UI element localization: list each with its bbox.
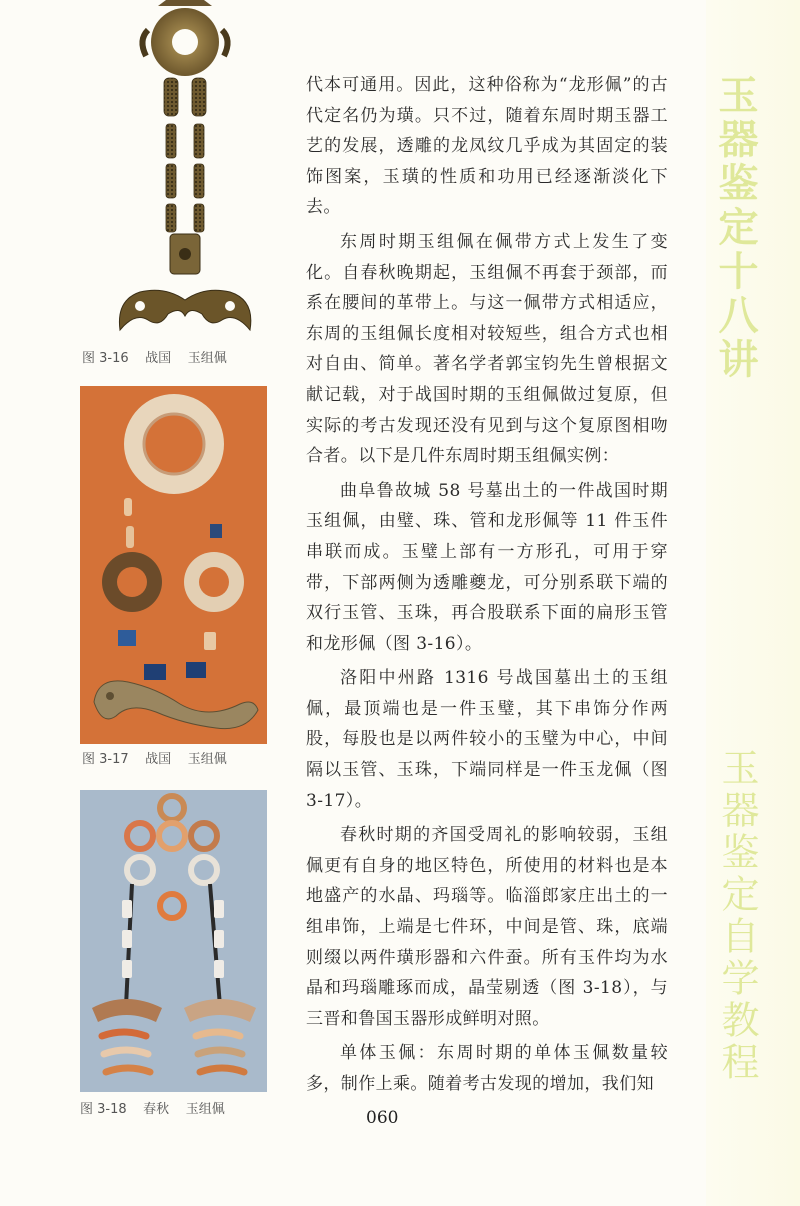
figure-3-18-image [80, 790, 267, 1092]
paragraph-wearing-method: 东周时期玉组佩在佩带方式上发生了变化。自春秋晚期起，玉组佩不再套于颈部，而系在腰间的革带上。与这一佩带方式相适应，东周的玉组佩长度相对较短些，组合方式也相对自由、简单。著名学者郭宝钧先生曾根据文献记载，对于战国时期的玉组佩做过复原，但实际的考古发现还没有见到与这个复原图相吻合者。以下是几件东周时期玉组佩实例： [306, 231, 668, 467]
paragraph-luoyang-example: 洛阳中州路 1316 号战国墓出土的玉组佩，最顶端也是一件玉璧，其下串饰分作两股，每股也是以两件较小的玉璧为中心，中间隔以玉管、玉珠，下端同样是一件玉龙佩（图 3-17）。 [306, 668, 668, 811]
figure-3-17-image [80, 386, 267, 744]
figure-3-16-image [110, 0, 260, 340]
paragraph-continued: 代本可通用。因此，这种俗称为“龙形佩”的古代定名仍为璜。只不过，随着东周时期玉器工艺的发展，透雕的龙凤纹几乎成为其固定的装饰图案，玉璜的性质和功用已经逐渐淡化下去。 [306, 75, 668, 218]
body-text-column [306, 70, 668, 1104]
side-title-series: 玉器鉴定十八讲 [712, 74, 758, 382]
figure-3-18-caption: 图 3-18 春秋 玉组佩 [80, 1102, 225, 1117]
paragraph-qi-state-example: 春秋时期的齐国受周礼的影响较弱，玉组佩更有自身的地区特色，所使用的材料也是本地盛产的水晶、玛瑙等。临淄郎家庄出土的一组串饰，上端是七件环，中间是管、珠，底端则缀以两件璜形器和六件蚕。所有玉件均为水晶和玛瑙雕琢而成，晶莹剔透（图 3-18），与三晋和鲁国玉器形成鲜明对照。 [306, 825, 668, 1029]
figure-3-17-caption: 图 3-17 战国 玉组佩 [82, 752, 227, 767]
side-title-subtitle: 玉器鉴定自学教程 [715, 748, 759, 1084]
crystal-agate-pendant-photo [80, 790, 267, 1092]
paragraph-qufu-example: 曲阜鲁故城 58 号墓出土的一件战国时期玉组佩，由璧、珠、管和龙形佩等 11 件玉件串联而成。玉璧上部有一方形孔，可用于穿带，下部两侧为透雕夔龙，可分别系联下端的双行玉管、玉珠，再合股联系下面的扁形玉管和龙形佩（图 3-16）。 [306, 480, 668, 654]
figure-3-16-caption: 图 3-16 战国 玉组佩 [82, 351, 227, 366]
page-number: 060 [366, 1108, 399, 1128]
jade-pendant-set-illustration [110, 0, 260, 340]
paragraph-single-pendant: 单体玉佩：东周时期的单体玉佩数量较多，制作上乘。随着考古发现的增加，我们知 [306, 1043, 668, 1094]
jade-pendant-photo-orange [80, 386, 267, 744]
